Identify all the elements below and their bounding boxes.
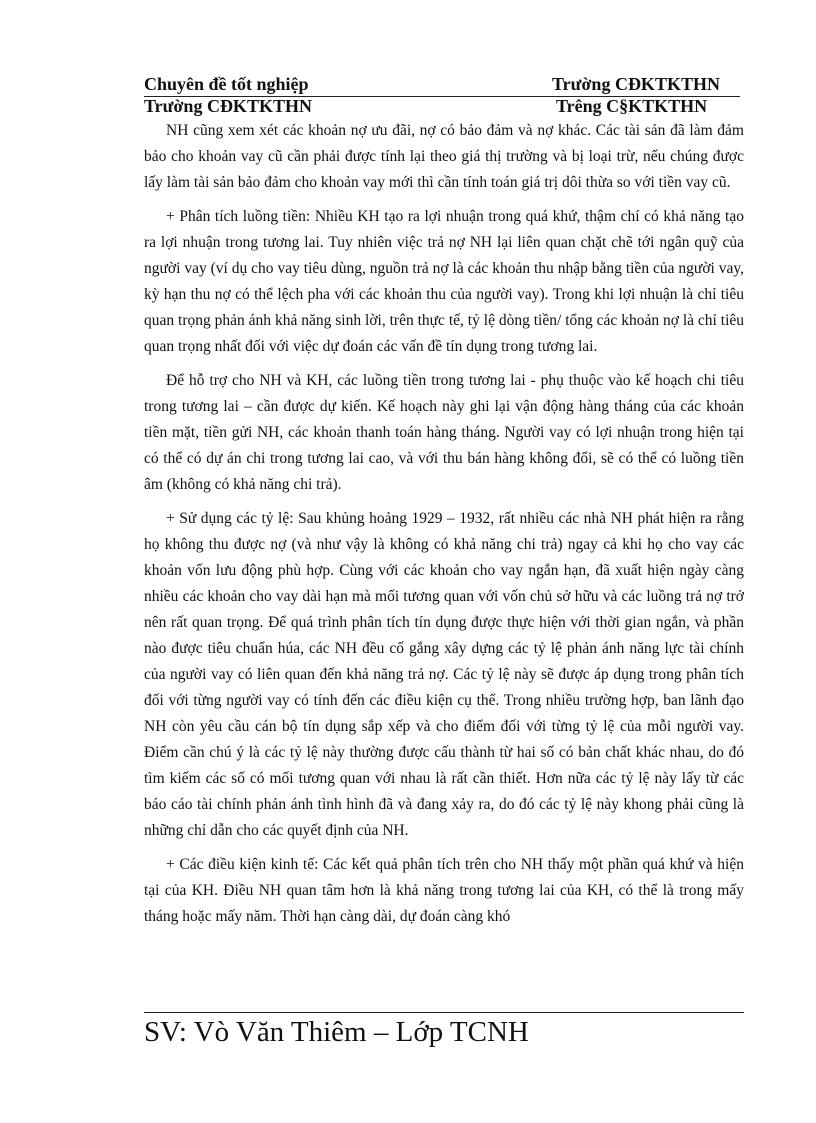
school-name-secondary: Trường CĐKTKTHN	[144, 96, 312, 116]
footer-divider	[144, 1012, 744, 1013]
running-header	[144, 74, 740, 97]
document-type: Chuyên đề tốt nghiệp	[144, 74, 309, 94]
running-header-secondary	[144, 96, 740, 118]
school-name: Trường CĐKTKTHN	[552, 74, 720, 94]
document-body	[144, 118, 744, 938]
paragraph-economic-conditions: + Các điều kiện kinh tế: Các kết quả phân tích trên cho NH thấy một phần quá khứ và hiện tại của KH. Điều NH quan tâm hơn là khả năng trong tương lai của KH, có thể là trong mấy tháng hoặc mấy năm. Thời hạn càng dài, dự đoán càng khó	[144, 856, 744, 925]
school-name-legacy-encoding: Trêng C§KTKTHN	[556, 96, 708, 116]
paragraph-cash-flow: + Phân tích luồng tiền: Nhiều KH tạo ra lợi nhuận trong quá khứ, thậm chí có khả năng tạo ra lợi nhuận trong tương lai. Tuy nhiên việc trả nợ NH lại liên quan chặt chẽ tới ngân quỹ của người vay (ví dụ cho vay tiêu dùng, nguồn trả nợ là các khoản thu nhập bằng tiền của người vay, kỳ hạn thu nợ có thể lệch pha với các khoản thu của người vay). Trong khi lợi nhuận là chỉ tiêu quan trọng phản ánh khả năng sinh lời, trên thực tế, tỷ lệ dòng tiền/ tổng các khoản nợ là chỉ tiêu quan trọng nhất đối với việc dự đoán các vấn đề tín dụng trong tương lai.	[144, 208, 744, 355]
paragraph-ratios: + Sử dụng các tỷ lệ: Sau khủng hoảng 1929 – 1932, rất nhiều các nhà NH phát hiện ra rằng họ không thu được nợ (và như vậy là không có khả năng chi trả) ngay cả khi họ cho vay các khoản vốn lưu động phù hợp. Cùng với các khoản cho vay ngắn hạn, đã xuất hiện ngày càng nhiều các khoản cho vay dài hạn mà mối tương quan với vốn chủ sở hữu và các luồng trả nợ trở nên rất quan trọng. Để quá trình phân tích tín dụng được thực hiện với thời gian ngắn, và phần nào được tiêu chuẩn húa, các NH đều cố gắng xây dựng các tỷ lệ phản ánh năng lực tài chính của người vay có liên quan đến khả năng trả nợ. Các tỷ lệ này sẽ được áp dụng trong phân tích đối với từng người vay có tính đến các điều kiện cụ thể. Trong nhiều trường hợp, ban lãnh đạo NH còn yêu cầu cán bộ tín dụng sắp xếp và cho điểm đối với từng tỷ lệ của mỗi người vay. Điểm cần chú ý là các tỷ lệ này thường được cấu thành từ hai số có bản chất khác nhau, do đó tìm kiếm các số có mối tương quan với nhau là rất cần thiết. Hơn nữa các tỷ lệ này lấy từ các báo cáo tài chính phản ánh tình hình đã và đang xảy ra, do đó các tỷ lệ này khong phải cũng là những chỉ dẫn cho các quyết định của NH.	[144, 510, 744, 839]
paragraph-support-plan: Để hỗ trợ cho NH và KH, các luồng tiền trong tương lai - phụ thuộc vào kế hoạch chi tiêu trong tương lai – cần được dự kiến. Kế hoạch này ghi lại vận động hàng tháng của các khoản tiền mặt, tiền gửi NH, các khoản thanh toán hàng tháng. Người vay có lợi nhuận trong hiện tại có thể có dự án chi trong tương lai cao, và với thu bán hàng không đổi, sẽ có thể có luồng tiền âm (không có khả năng chi trả).	[144, 372, 744, 493]
page-footer: SV: Vò Văn Thiêm – Lớp TCNH	[144, 1016, 529, 1048]
paragraph-collateral: NH cũng xem xét các khoản nợ ưu đãi, nợ có bảo đảm và nợ khác. Các tài sản đã làm đảm bảo cho khoản vay cũ cần phải được tính lại theo giá thị trường và bị loại trừ, nếu chúng được lấy làm tài sản bảo đảm cho khoản vay mới thì cần tính toán giá trị dôi thừa so với tiền vay cũ.	[144, 122, 744, 191]
